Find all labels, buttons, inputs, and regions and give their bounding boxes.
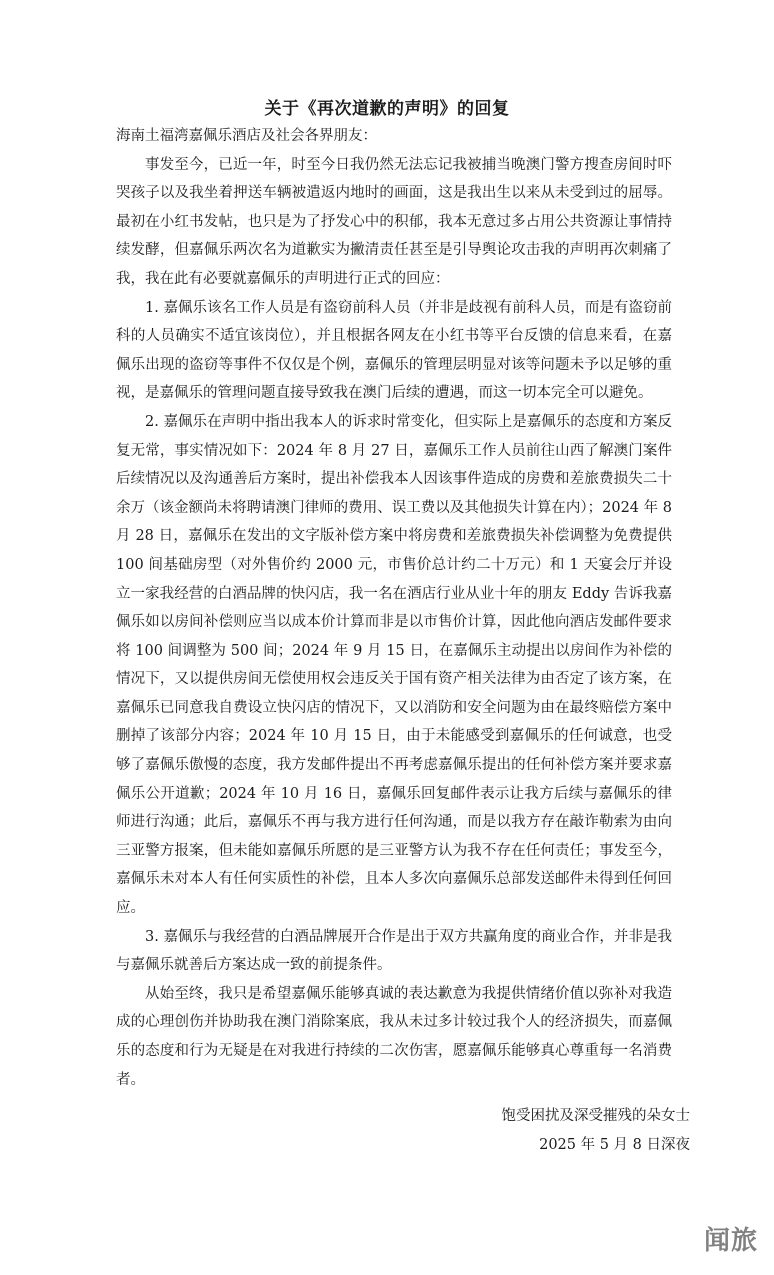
- watermark-logo: 闻旅: [703, 1226, 758, 1256]
- salutation: 海南土福湾嘉佩乐酒店及社会各界朋友：: [116, 128, 377, 144]
- paragraph-point-1: 1. 嘉佩乐该名工作人员是有盗窃前科人员（并非是歧视有前科人员，而是有盗窃前科的人员确实不适宜该岗位），并且根据各网友在小红书等平台反馈的信息来看，在嘉佩乐出现的盗窃等事件不仅仅是个例，嘉佩乐的管理层明显对该等问题未予以足够的重视，是嘉佩乐的管理问题直接导致我在澳门后续的遭遇，而这一切本完全可以避免。: [116, 299, 672, 402]
- signature-date: 2025 年 5 月 8 日深夜: [539, 1136, 690, 1153]
- paragraph-intro: 事发至今，已近一年，时至今日我仍然无法忘记我被捕当晚澳门警方搜查房间时吓哭孩子以及我坐着押送车辆被遣返内地时的画面，这是我出生以来从未受到过的屈辱。最初在小红书发帖，也只是为了抒发心中的积郁，我本无意过多占用公共资源让事情持续发酵，但嘉佩乐两次名为道歉实为撇清责任甚至是引导舆论攻击我的声明再次刺痛了我，我在此有必要就嘉佩乐的声明进行正式的回应：: [116, 156, 672, 287]
- document-title: 关于《再次道歉的声明》的回复: [264, 99, 510, 119]
- paragraph-conclusion: 从始至终，我只是希望嘉佩乐能够真诚的表达歉意为我提供情绪价值以弥补对我造成的心理创伤并协助我在澳门消除案底，我从未过多计较过我个人的经济损失，而嘉佩乐的态度和行为无疑是在对我进行持续的二次伤害，愿嘉佩乐能够真心尊重每一名消费者。: [116, 985, 672, 1088]
- document-body: [116, 122, 672, 1094]
- paragraph-point-3: 3. 嘉佩乐与我经营的白酒品牌展开合作是出于双方共赢角度的商业合作，并非是我与嘉佩乐就善后方案达成一致的前提条件。: [116, 928, 672, 974]
- signature-block: [400, 1102, 690, 1159]
- signature-name: 饱受困扰及深受摧残的朵女士: [501, 1108, 690, 1124]
- paragraph-point-2: 2. 嘉佩乐在声明中指出我本人的诉求时常变化，但实际上是嘉佩乐的态度和方案反复无常，事实情况如下：2024 年 8 月 27 日，嘉佩乐工作人员前往山西了解澳门案件后续情况以及沟通善后方案时，提出补偿我本人因该事件造成的房费和差旅费损失二十余万（该金额尚未将聘请澳门律师的费用、误工费以及其他损失计算在内）；2024 年 8 月 28 日，嘉佩乐在发出的文字版补偿方案中将房费和差旅费损失补偿调整为免费提供 100 间基础房型（对外售价约 2000 元，市售价总计约二十万元）和 1 天宴会厅并设立一家我经营的白酒品牌的快闪店，我一名在酒店行业从业十年的朋友 Eddy 告诉我嘉佩乐如以房间补偿则应当以成本价计算而非是以市售价计算，因此他向酒店发邮件要求将 100 间调整为 500 间；2024 年 9 月 15 日，在嘉佩乐主动提出以房间作为补偿的情况下，又以提供房间无偿使用权会违反关于国有资产相关法律为由否定了该方案，在嘉佩乐已同意我自费设立快闪店的情况下，又以消防和安全问题为由在最终赔偿方案中删掉了该部分内容；2024 年 10 月 15 日，由于未能感受到嘉佩乐的任何诚意，也受够了嘉佩乐傲慢的态度，我方发邮件提出不再考虑嘉佩乐提出的任何补偿方案并要求嘉佩乐公开道歉；2024 年 10 月 16 日，嘉佩乐回复邮件表示让我方后续与嘉佩乐的律师进行沟通；此后，嘉佩乐不再与我方进行任何沟通，而是以我方存在敲诈勒索为由向三亚警方报案，但未能如嘉佩乐所愿的是三亚警方认为我不存在任何责任；事发至今，嘉佩乐未对本人有任何实质性的补偿，且本人多次向嘉佩乐总部发送邮件未得到任何回应。: [116, 413, 672, 917]
